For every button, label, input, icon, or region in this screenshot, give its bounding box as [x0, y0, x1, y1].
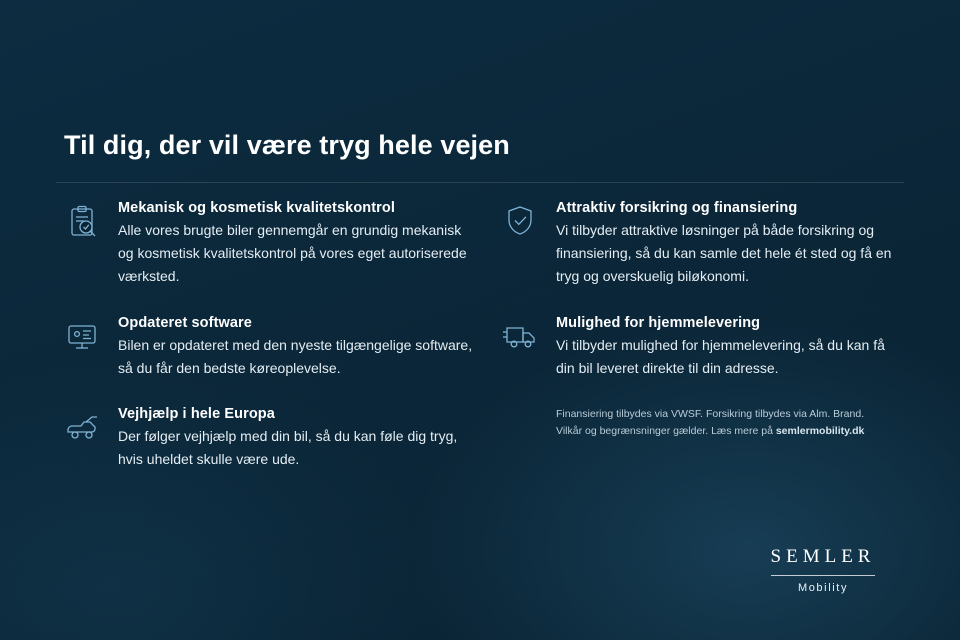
feature-title: Vejhjælp i hele Europa — [118, 406, 275, 423]
feature-title: Mulighed for hjemmelevering — [556, 314, 761, 331]
header-divider — [56, 182, 904, 183]
feature-title: Opdateret software — [118, 314, 252, 331]
clipboard-check-icon — [64, 204, 104, 240]
shield-check-icon — [502, 204, 542, 240]
tow-truck-icon — [64, 410, 104, 446]
feature-title: Mekanisk og kosmetisk kvalitetskontrol — [118, 200, 395, 216]
logo-rule — [771, 575, 875, 576]
delivery-truck-icon — [502, 319, 542, 355]
disclaimer — [494, 406, 904, 440]
page-title: Til dig, der vil være tryg hele vejen — [64, 130, 510, 161]
feature-title: Attraktiv forsikring og finansiering — [556, 200, 798, 216]
disclaimer-line-2 — [556, 423, 904, 440]
feature-body: Vi tilbyder attraktive løsninger på både forsikring og finansiering, så du kan samle det hele ét sted og få en tryg og overskuelig biløkonomi. — [556, 222, 892, 285]
feature-body: Bilen er opdateret med den nyeste tilgængelige software, så du får den bedste køreoplevelse. — [118, 336, 473, 376]
logo-wordmark: SEMLER — [770, 546, 876, 567]
feature-body: Vi tilbyder mulighed for hjemmelevering, så du kan få din bil leveret direkte til din adresse. — [556, 336, 885, 376]
feature-body: Der følger vejhjælp med din bil, så du kan føle dig tryg, hvis uheldet skulle være ude. — [118, 428, 458, 468]
disclaimer-link[interactable]: semlermobility.dk — [775, 425, 865, 438]
monitor-update-icon — [64, 319, 104, 355]
feature-item — [494, 200, 904, 289]
feature-item — [56, 406, 476, 471]
logo-subtitle: Mobility — [797, 582, 849, 594]
semler-mobility-logo — [748, 546, 898, 594]
feature-body: Alle vores brugte biler gennemgår en grundig mekanisk og kosmetisk kvalitetskontrol på vores eget autoriserede værksted. — [118, 222, 467, 285]
feature-item — [494, 315, 904, 380]
features-column-right — [494, 200, 904, 440]
features-column-left — [56, 200, 476, 498]
disclaimer-line-1: Finansiering tilbydes via VWSF. Forsikring tilbydes via Alm. Brand. — [556, 408, 865, 421]
disclaimer-line-2-text: Vilkår og begrænsninger gælder. Læs mere på — [556, 425, 776, 438]
feature-item — [56, 200, 476, 289]
feature-item — [56, 315, 476, 380]
